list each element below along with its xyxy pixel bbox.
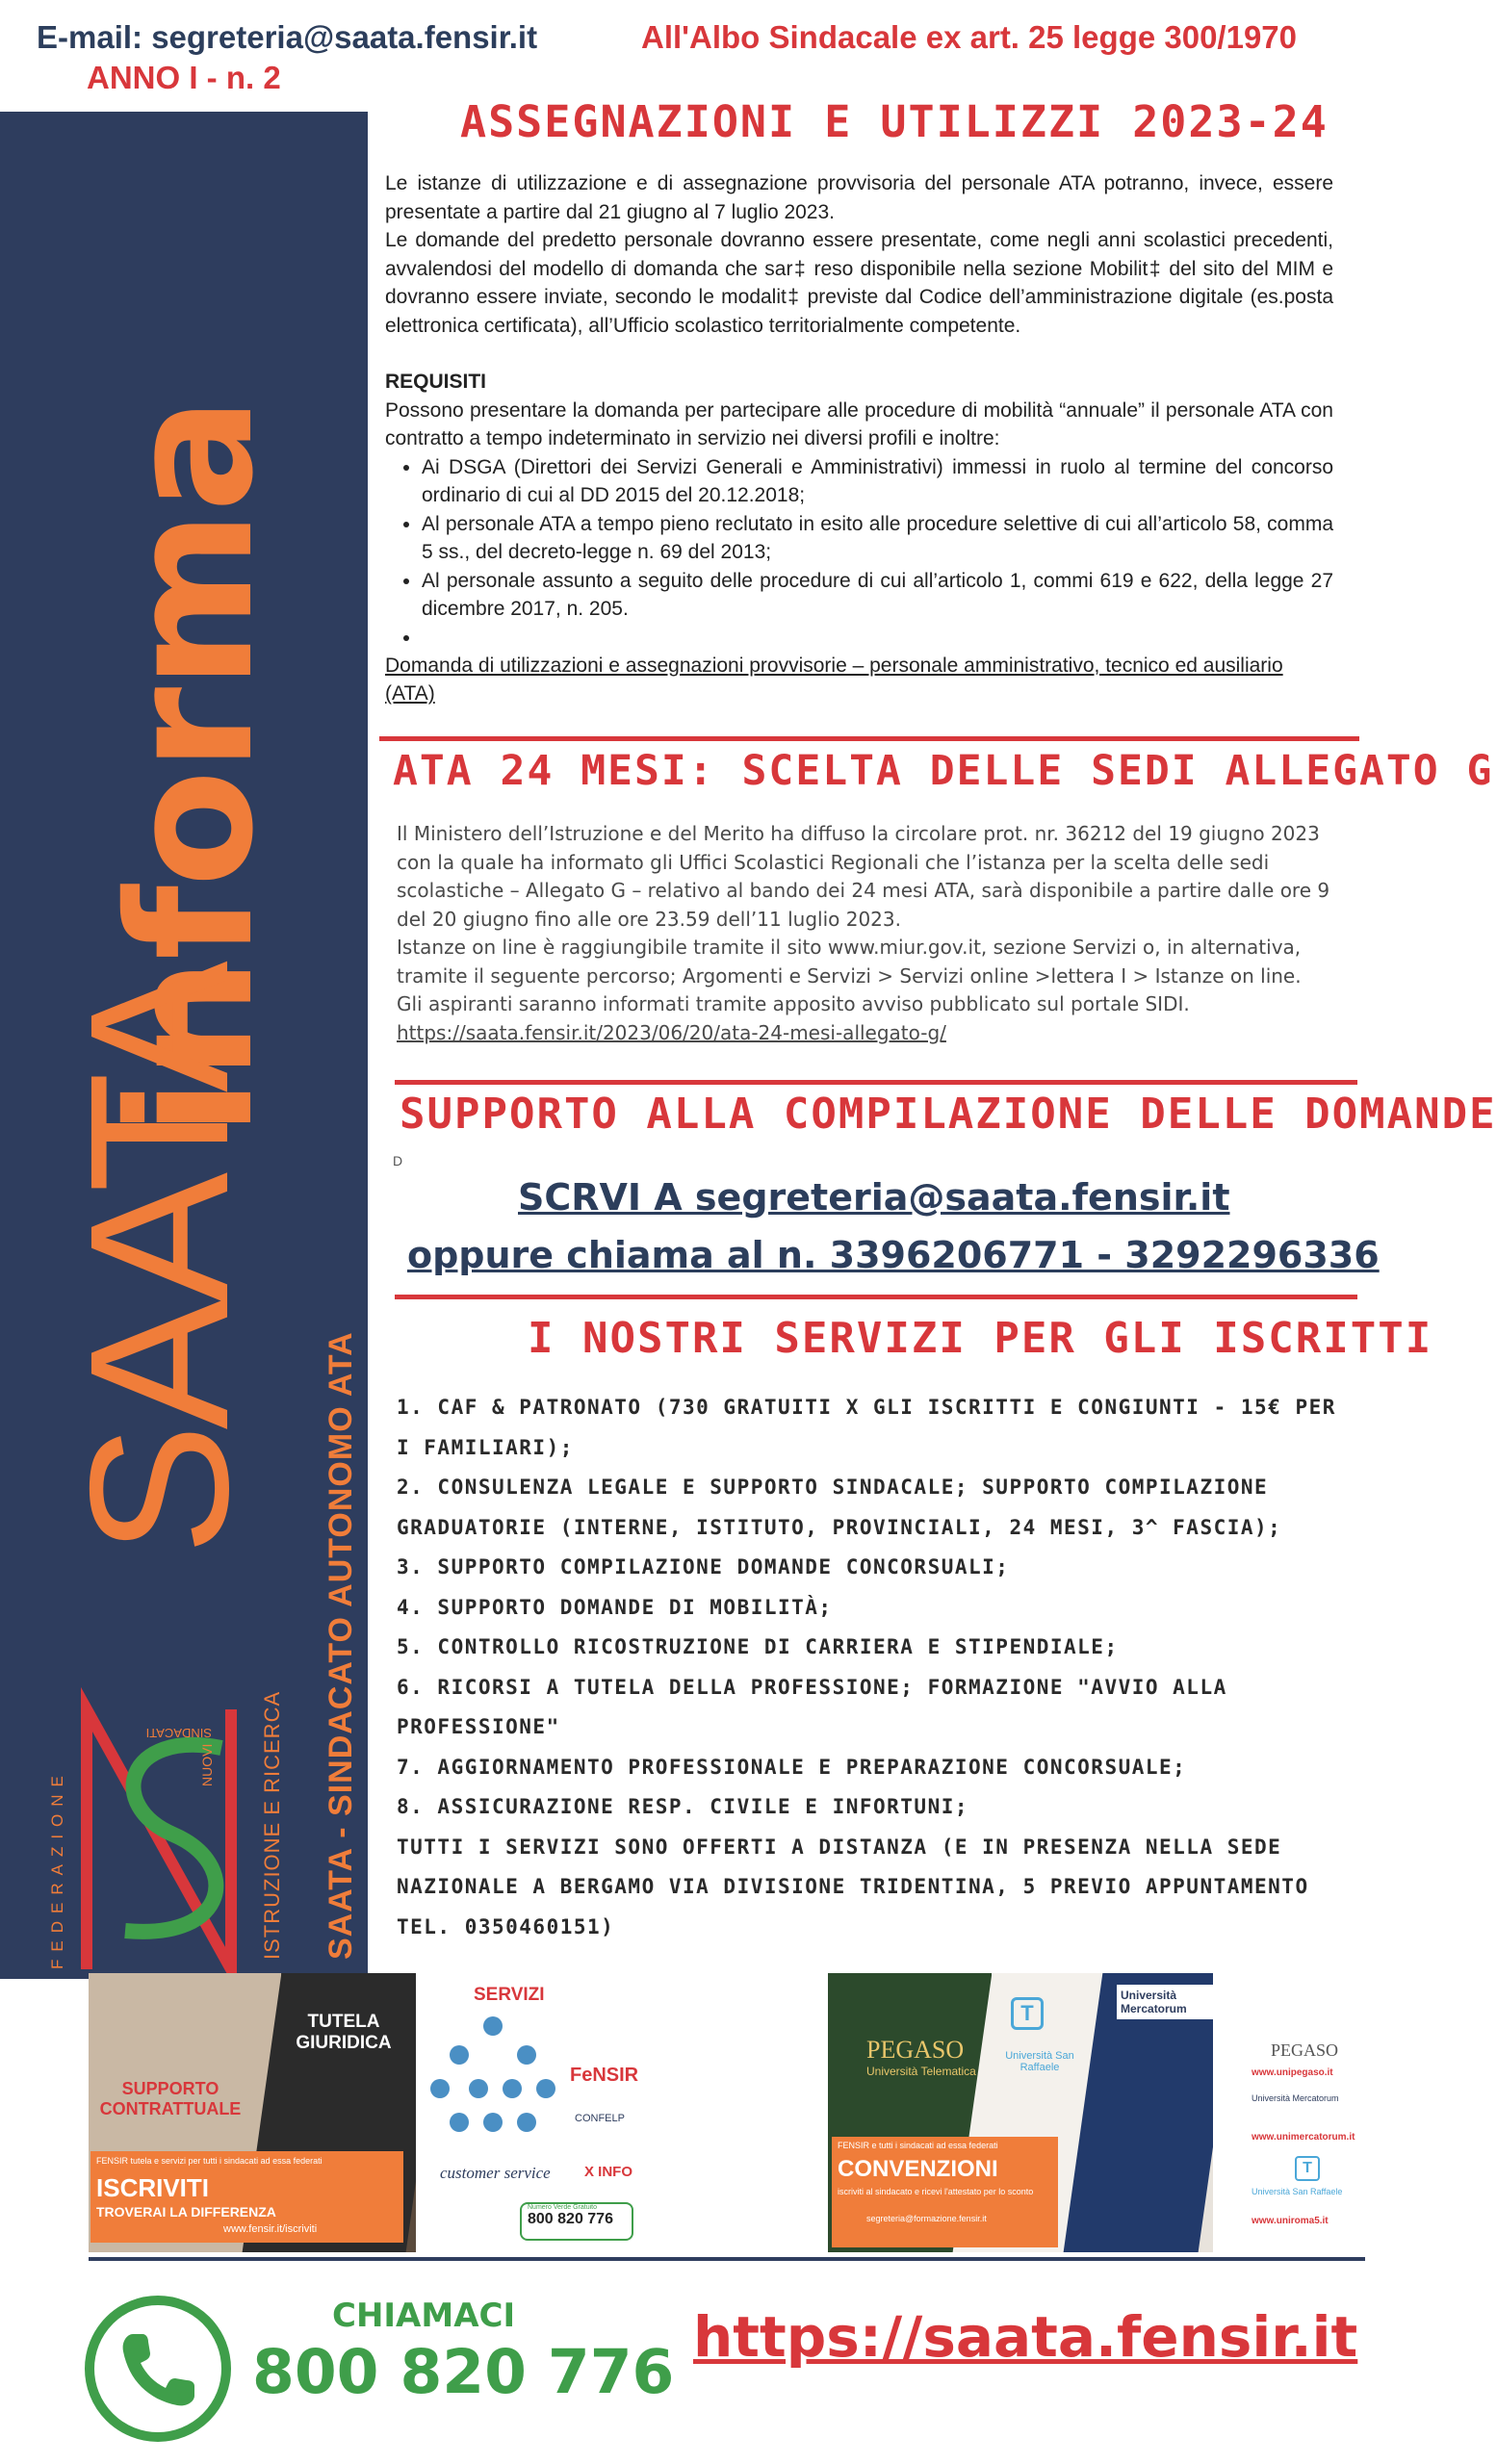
header-email[interactable]: E-mail: segreteria@saata.fensir.it (37, 19, 538, 55)
san-raffaele-name: Università San Raffaele (1005, 2050, 1074, 2073)
service-item: 4. SUPPORTO DOMANDE DI MOBILITÀ; (397, 1595, 833, 1619)
domanda-link[interactable]: Domanda di utilizzazioni e assegnazioni provvisorie – personale amministrativo, tecnico ed ausiliario (ATA) (385, 654, 1283, 705)
masthead-federazione: FEDERAZIONE (48, 1768, 66, 1969)
banner-confelp-logo: CONFELP (575, 2113, 625, 2124)
banner-email[interactable]: segreteria@formazione.fensir.it (866, 2214, 987, 2223)
service-item: TUTTI I SERVIZI SONO OFFERTI A DISTANZA (E IN PRESENZA NELLA SEDE NAZIONALE A BERGAMO VIA DIVISIONE TRIDENTINA, 5 PREVIO APPUNTAMENTO TEL. 0350460151) (397, 1835, 1309, 1938)
section1-paragraph: Le istanze di utilizzazione e di assegnazione provvisoria del personale ATA potranno, invece, essere presentate a partire dal 21 giugno al 7 luglio 2023. (385, 172, 1333, 223)
support-phone-link[interactable]: oppure chiama al n. 3396206771 - 3292296336 (407, 1234, 1380, 1276)
banner-servizi: SERVIZI (474, 1985, 545, 2005)
partner-logo-mercatorum: Università Mercatorum (1252, 2093, 1339, 2103)
masthead-saata: SAATA (49, 966, 270, 1555)
ns-logo-icon (67, 1690, 260, 1979)
website-link[interactable]: https://saata.fensir.it (693, 2304, 1358, 2370)
requisiti-bullet: • Ai DSGA (Direttori dei Servizi Generali e Amministrativi) immessi in ruolo al termine del concorso ordinario di cui al DD 2015 del 20.12.2018; (422, 453, 1333, 510)
section1-body (385, 169, 1333, 708)
partner-url-sanraffaele[interactable]: www.uniroma5.it (1252, 2216, 1329, 2226)
banner-small-text: FENSIR e tutti i sindacati ad essa federati (838, 2141, 998, 2150)
phone-number[interactable]: 800 820 776 (252, 2337, 675, 2407)
banner-iscriviti-text: iscriviti al sindacato e ricevi l'attestato per lo sconto (838, 2187, 1034, 2196)
banner-convenzioni-title: CONVENZIONI (838, 2156, 998, 2182)
san-raffaele-logo-icon: T (1011, 1997, 1044, 2030)
banner-convenzioni[interactable] (828, 1973, 1367, 2252)
banner-url[interactable]: www.fensir.it/iscriviti (223, 2223, 318, 2235)
chiamaci-label: CHIAMACI (332, 2297, 516, 2335)
service-item: 3. SUPPORTO COMPILAZIONE DOMANDE CONCORSUALI; (397, 1555, 1010, 1578)
banner-troverai: TROVERAI LA DIFFERENZA (96, 2204, 276, 2220)
banner-panel (1213, 1973, 1367, 2252)
section-title-supporto: SUPPORTO ALLA COMPILAZIONE DELLE DOMANDE (400, 1090, 1497, 1139)
ns-logo-sindacati: SINDACATI (145, 1726, 212, 1740)
numero-verde-box (520, 2202, 633, 2241)
banner-small-text: FENSIR tutela e servizi per tutti i sindacati ad essa federati (96, 2156, 323, 2166)
header-issue: ANNO I - n. 2 (87, 60, 281, 95)
pegaso-sub: Università Telematica (866, 2065, 976, 2078)
partner-logo-pegaso: PEGASO (1271, 2040, 1339, 2060)
stray-letter: D (393, 1153, 403, 1168)
masthead-informa: informa (91, 398, 291, 1137)
section-divider (395, 1080, 1357, 1085)
service-item: 1. CAF & PATRONATO (730 GRATUITI X GLI ISCRITTI E CONGIUNTI - 15€ PER I FAMILIARI); (397, 1396, 1336, 1459)
requisiti-bullet: • Al personale ATA a tempo pieno reclutato in esito alle procedure selettive di cui all’articolo 58, comma 5 ss., del decreto-legge n. 69 del 2013; (422, 510, 1333, 567)
section2-paragraph: Gli aspiranti saranno informati tramite apposito avviso pubblicato sul portale SIDI. (397, 992, 1190, 1015)
section-title-ata24: ATA 24 MESI: SCELTA DELLE SEDI ALLEGATO G (393, 747, 1494, 795)
section-title-servizi: I NOSTRI SERVIZI PER GLI ISCRITTI (528, 1314, 1433, 1363)
san-raffaele-small-icon: T (1295, 2156, 1320, 2181)
requisiti-bullet (422, 624, 1333, 652)
service-item: 6. RICORSI A TUTELA DELLA PROFESSIONE; FORMAZIONE "AVVIO ALLA PROFESSIONE" (397, 1675, 1227, 1738)
section-divider (379, 736, 1359, 741)
section2-paragraph: Istanze on line è raggiungibile tramite il sito www.miur.gov.it, sezione Servizi o, in alternativa, tramite il seguente percorso; Argomenti e Servizi > Servizi online >lettera I > Istanze on line. (397, 936, 1302, 988)
banner-xinfo: X INFO (584, 2164, 633, 2180)
service-item: 7. AGGIORNAMENTO PROFESSIONALE E PREPARAZIONE CONCORSUALE; (397, 1755, 1187, 1779)
section2-paragraph: Il Ministero dell’Istruzione e del Merito ha diffuso la circolare prot. nr. 36212 del 19 giugno 2023 con la quale ha informato gli Uffici Scolastici Regionali che l’istanza per la scelta delle sedi scolastiche – Allegato G – relativo al bando dei 24 mesi ATA, sarà disponibile a partire dalle ore 9 del 20 giugno fino alle ore 23.59 dell’11 luglio 2023. (397, 822, 1330, 931)
service-item: 2. CONSULENZA LEGALE E SUPPORTO SINDACALE; SUPPORTO COMPILAZIONE GRADUATORIE (INTERNE, ISTITUTO, PROVINCIALI, 24 MESI, 3^ FASCIA); (397, 1476, 1282, 1539)
people-network-icon (421, 2012, 565, 2146)
footer-divider (89, 2257, 1365, 2261)
allegato-g-link[interactable]: https://saata.fensir.it/2023/06/20/ata-24-mesi-allegato-g/ (397, 1020, 946, 1044)
partner-url-mercatorum[interactable]: www.unimercatorum.it (1252, 2132, 1355, 2143)
masthead-sindacato: SAATA - SINDACATO AUTONOMO ATA (323, 1331, 359, 1960)
requisiti-heading: REQUISITI (385, 371, 487, 393)
partner-logo-sanraffaele: Università San Raffaele (1252, 2187, 1343, 2196)
requisiti-intro: Possono presentare la domanda per partecipare alle procedure di mobilità “annuale” il personale ATA con contratto a tempo indeterminato in servizio nei diversi profili e inoltre: (385, 398, 1333, 449)
mercatorum-logo: Università Mercatorum (1117, 1985, 1213, 2019)
sidebar-masthead (0, 112, 368, 1979)
section1-paragraph: Le domande del predetto personale dovranno essere presentate, come negli anni scolastici precedenti, avvalendosi del modello di domanda che sar‡ reso disponibile nella sezione Mobilit‡ del sito del MIM e dovranno essere inviate, secondo le modalit‡ previste dal Codice dell’amministrazione digitale (es.posta elettronica certificata), all’Ufficio scolastico territorialmente competente. (385, 229, 1333, 337)
banner-contrattuale: SUPPORTO CONTRATTUALE (99, 2079, 242, 2118)
numero-verde: 800 820 776 (528, 2211, 613, 2227)
banner-iscriviti: ISCRIVITI (96, 2173, 210, 2202)
ns-logo-nuovi: NUOVI (199, 1743, 215, 1786)
numero-verde-label: Numero Verde Gratuito (528, 2204, 597, 2211)
pegaso-logo: PEGASO (866, 2036, 965, 2064)
phone-icon[interactable] (85, 2296, 231, 2442)
banner-fensir-services[interactable] (89, 1973, 647, 2252)
services-list (397, 1388, 1359, 1947)
header-albo: All'Albo Sindacale ex art. 25 legge 300/1970 (641, 19, 1298, 55)
service-item: 8. ASSICURAZIONE RESP. CIVILE E INFORTUNI; (397, 1795, 969, 1818)
banner-customer: customer service (440, 2164, 551, 2182)
section-divider (395, 1295, 1357, 1299)
requisiti-bullet: • Al personale assunto a seguito delle procedure di cui all’articolo 1, commi 619 e 622, della legge 27 dicembre 2017, n. 205. (422, 567, 1333, 624)
section2-body (397, 820, 1343, 1047)
banner-tutela: TUTELA GIURIDICA (296, 2012, 392, 2053)
banner-fensir-logo: FeNSIR (570, 2065, 639, 2086)
section-title-assegnazioni: ASSEGNAZIONI E UTILIZZI 2023-24 (460, 96, 1329, 147)
masthead-istruzione: ISTRUZIONE E RICERCA (260, 1690, 284, 1960)
service-item: 5. CONTROLLO RICOSTRUZIONE DI CARRIERA E STIPENDIALE; (397, 1635, 1119, 1658)
partner-url-pegaso[interactable]: www.unipegaso.it (1252, 2067, 1333, 2078)
support-email-link[interactable]: SCRVI A segreteria@saata.fensir.it (518, 1176, 1230, 1219)
